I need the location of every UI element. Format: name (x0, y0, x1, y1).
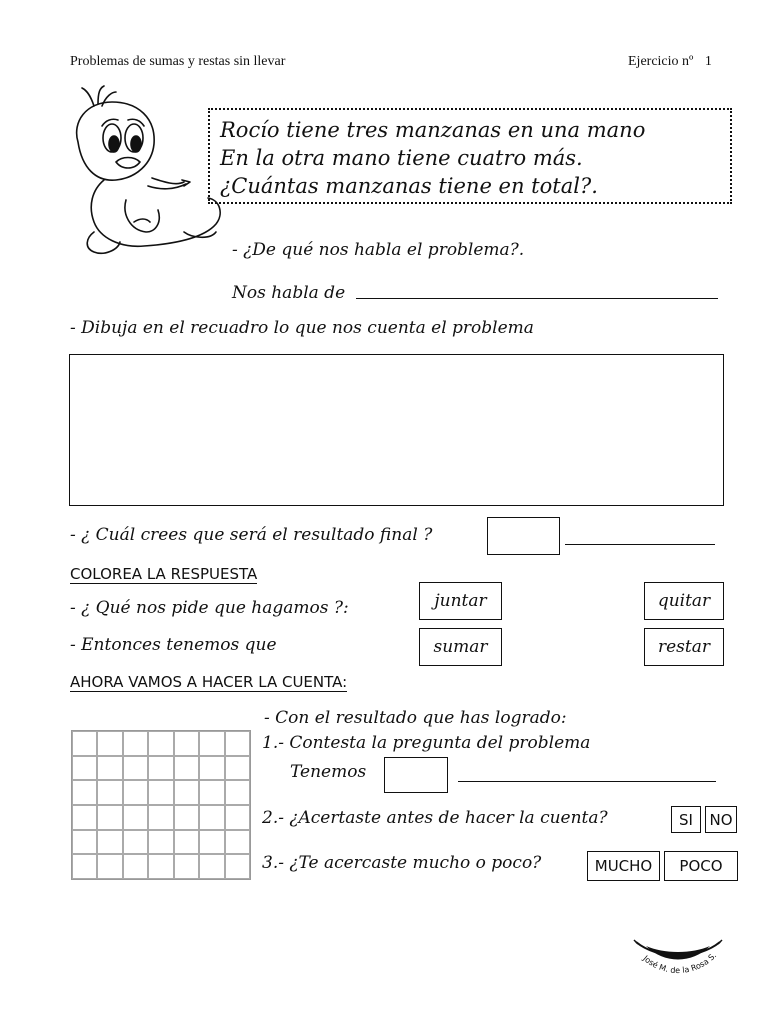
question-about: - ¿De qué nos habla el problema?. (232, 240, 525, 260)
option-mucho-label: MUCHO (594, 857, 653, 875)
option-juntar[interactable] (419, 582, 502, 620)
guess-answer-line[interactable] (565, 544, 715, 545)
problem-statement-box (208, 108, 732, 204)
option-no-label: NO (709, 810, 733, 829)
logo-signature: José M. de la Rosa S. (641, 950, 719, 976)
option-sumar-label: sumar (433, 637, 488, 657)
option-juntar-label: juntar (434, 591, 487, 611)
answer-about-line[interactable] (356, 298, 718, 299)
tenemos-answer-line[interactable] (458, 781, 716, 782)
option-quitar-label: quitar (657, 591, 711, 611)
calc-step-2: 2.- ¿Acertaste antes de hacer la cuenta? (262, 808, 608, 828)
tenemos-answer-box[interactable] (384, 757, 448, 793)
drawing-area[interactable] (69, 354, 724, 506)
option-restar[interactable] (644, 628, 724, 666)
calc-intro: - Con el resultado que has logrado: (264, 708, 567, 728)
then-we-must: - Entonces tenemos que (70, 635, 277, 655)
option-poco-label: POCO (679, 857, 723, 875)
option-sumar[interactable] (419, 628, 502, 666)
problem-line-2: En la otra mano tiene cuatro más. (220, 146, 583, 170)
guess-question: - ¿ Cuál crees que será el resultado final ? (70, 525, 433, 545)
problem-line-1: Rocío tiene tres manzanas en una mano (220, 118, 646, 142)
calculation-grid[interactable] (71, 730, 251, 880)
draw-instruction: - Dibuja en el recuadro lo que nos cuenta el problema (70, 318, 534, 338)
exercise-label (628, 54, 712, 70)
calc-step-3: 3.- ¿Te acercaste mucho o poco? (262, 853, 542, 873)
option-no[interactable] (705, 806, 737, 833)
exercise-label-text: Ejercicio nº (628, 54, 694, 69)
exercise-number: 1 (704, 54, 712, 69)
guess-answer-box[interactable] (487, 517, 560, 555)
option-mucho[interactable] (587, 851, 660, 881)
calc-step-1: 1.- Contesta la pregunta del problema (262, 733, 591, 753)
what-to-do-question: - ¿ Qué nos pide que hagamos ?: (70, 598, 349, 618)
worksheet-title: Problemas de sumas y restas sin llevar (70, 54, 286, 69)
option-quitar[interactable] (644, 582, 724, 620)
calc-heading: AHORA VAMOS A HACER LA CUENTA: (70, 673, 348, 691)
option-poco[interactable] (664, 851, 738, 881)
option-si[interactable] (671, 806, 701, 833)
answer-about-prefix: Nos habla de (232, 283, 346, 303)
tenemos-label: Tenemos (290, 762, 367, 782)
problem-line-3: ¿Cuántas manzanas tiene en total?. (220, 174, 598, 198)
color-answer-heading: COLOREA LA RESPUESTA (70, 565, 258, 583)
bird-illustration (64, 82, 224, 260)
author-logo (628, 930, 728, 990)
option-si-label: SI (679, 810, 693, 829)
option-restar-label: restar (657, 637, 710, 657)
